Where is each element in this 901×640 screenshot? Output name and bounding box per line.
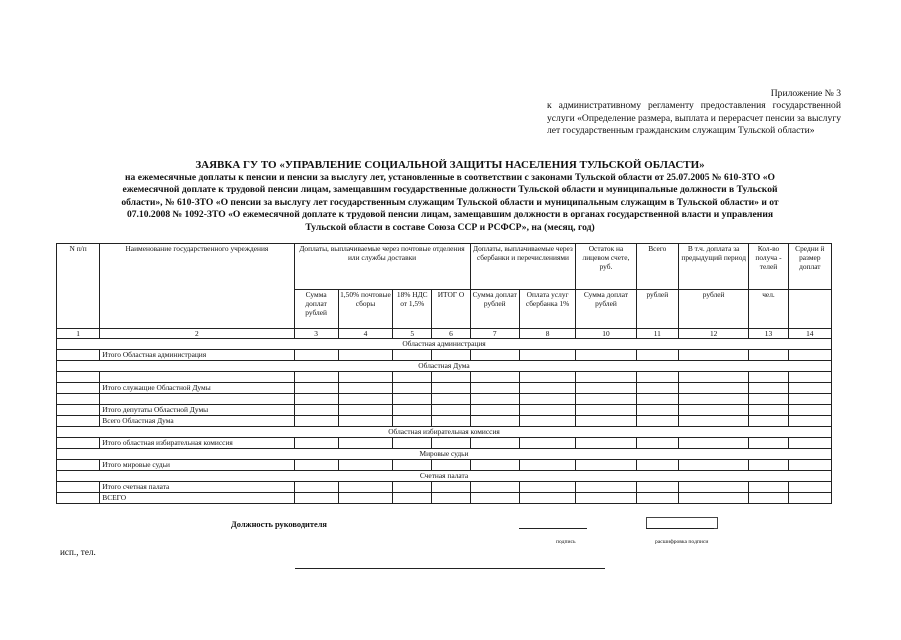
header-total-unit: рублей	[636, 290, 678, 329]
header-avg-unit	[788, 290, 831, 329]
column-number: 14	[788, 329, 831, 339]
executor-phone-label: исп., тел.	[60, 547, 96, 557]
table-row-empty	[57, 372, 832, 383]
column-number: 7	[470, 329, 519, 339]
decoding-caption: расшифровка подписи	[655, 539, 709, 545]
section-row-audit	[57, 471, 832, 482]
table-header-row-1	[57, 244, 832, 290]
table-row-empty	[57, 394, 832, 405]
appendix-block	[547, 88, 841, 138]
appendix-heading: Приложение № 3	[770, 88, 841, 99]
header-name: Наименование государственного учреждения	[100, 244, 294, 329]
head-position-label: Должность руководителя	[231, 520, 327, 529]
column-number: 10	[576, 329, 636, 339]
header-incl: В т.ч. доплата за предыдущий период	[678, 244, 748, 290]
table-row-grand-total	[57, 493, 832, 504]
section-row-electoral	[57, 427, 832, 438]
header-post-group: Доплаты, выплачиваемые через почтовые отделения или службы доставки	[294, 244, 470, 290]
column-number: 11	[636, 329, 678, 339]
request-table	[56, 243, 832, 504]
column-number: 8	[519, 329, 575, 339]
header-num: N п/п	[57, 244, 100, 329]
section-row-admin	[57, 339, 832, 350]
column-number: 13	[749, 329, 788, 339]
header-vat: 18% НДС от 1,5%	[393, 290, 432, 329]
column-number: 4	[338, 329, 392, 339]
section-title: Счетная палата	[57, 471, 832, 482]
row-label: Итого депутаты Областной Думы	[100, 405, 294, 416]
executor-line	[295, 568, 605, 569]
table-row-total-admin	[57, 350, 832, 361]
table-row-total-electoral	[57, 438, 832, 449]
section-row-duma	[57, 361, 832, 372]
header-total: Всего	[636, 244, 678, 290]
document-title	[112, 159, 788, 235]
signature-line	[519, 528, 587, 529]
section-row-judges	[57, 449, 832, 460]
header-post-sum: Сумма доплат рублей	[294, 290, 338, 329]
column-number: 1	[57, 329, 100, 339]
header-count-unit: чел.	[749, 290, 788, 329]
section-title: Областная администрация	[57, 339, 832, 350]
title-subtitle: на ежемесячные доплаты к пенсии и пенсии за выслугу лет, установленные в соответствии с законами Тульской области от 25.07.2005 № 610-ЗТО «О ежемесячной доплате к трудовой пенсии лицам, замещавшим государственные должности Тульской области и муниципальные должности в Тульской области», № 610-ЗТО «О пенсии за выслугу лет государственным служащим Тульской области и муниципальным служащим в Тульской области» и от 07.10.2008 № 1092-ЗТО «О ежемесячной доплате к трудовой пенсии лицам, замещавшим должности в органах государственной власти и управления Тульской области в составе Союза ССР и РСФСР», на (месяц, год)	[121, 171, 779, 233]
table-row-total-duma-servants	[57, 383, 832, 394]
header-bank-sum: Сумма доплат рублей	[470, 290, 519, 329]
header-balance-sum: Сумма доплат рублей	[576, 290, 636, 329]
row-label: Итого Областная администрация	[100, 350, 294, 361]
appendix-text: к административному регламенту предоставления государственной услуги «Определение размера, выплата и перерасчет пенсии за выслугу лет государственным гражданским служащим Тульской области»	[547, 100, 841, 137]
decoding-line	[646, 528, 714, 529]
signature-caption: подпись	[556, 539, 576, 545]
table-row-total-duma-deputies	[57, 405, 832, 416]
row-label: Итого счетная палата	[100, 482, 294, 493]
row-label: Итого служащие Областной Думы	[100, 383, 294, 394]
section-title: Областная Дума	[57, 361, 832, 372]
header-balance: Остаток на лицевом счете, руб.	[576, 244, 636, 290]
section-title: Областная избирательная комиссия	[57, 427, 832, 438]
row-label: Всего Областная Дума	[100, 416, 294, 427]
title-main: ЗАЯВКА ГУ ТО «УПРАВЛЕНИЕ СОЦИАЛЬНОЙ ЗАЩИТЫ НАСЕЛЕНИЯ ТУЛЬСКОЙ ОБЛАСТИ»	[195, 159, 705, 171]
row-label: Итого мировые судьи	[100, 460, 294, 471]
column-number: 2	[100, 329, 294, 339]
column-number: 3	[294, 329, 338, 339]
table-row-total-audit	[57, 482, 832, 493]
section-title: Мировые судьи	[57, 449, 832, 460]
table-row-total-duma-all	[57, 416, 832, 427]
header-bank-fee: Оплата услуг сбербанка 1%	[519, 290, 575, 329]
column-number: 6	[432, 329, 470, 339]
row-label: Итого областная избирательная комиссия	[100, 438, 294, 449]
row-label: ВСЕГО	[100, 493, 294, 504]
table-row-total-judges	[57, 460, 832, 471]
header-avg: Средни й размер доплат	[788, 244, 831, 290]
header-post-total: ИТОГ О	[432, 290, 470, 329]
header-incl-unit: рублей	[678, 290, 748, 329]
column-numbers-row	[57, 329, 832, 339]
column-number: 5	[393, 329, 432, 339]
header-post-fee: 1,50% почтовые сборы	[338, 290, 392, 329]
column-number: 12	[678, 329, 748, 339]
header-bank-group: Доплаты, выплачиваемые через сбербанки и перечислениями	[470, 244, 576, 290]
header-count: Кол-во получа - телей	[749, 244, 788, 290]
